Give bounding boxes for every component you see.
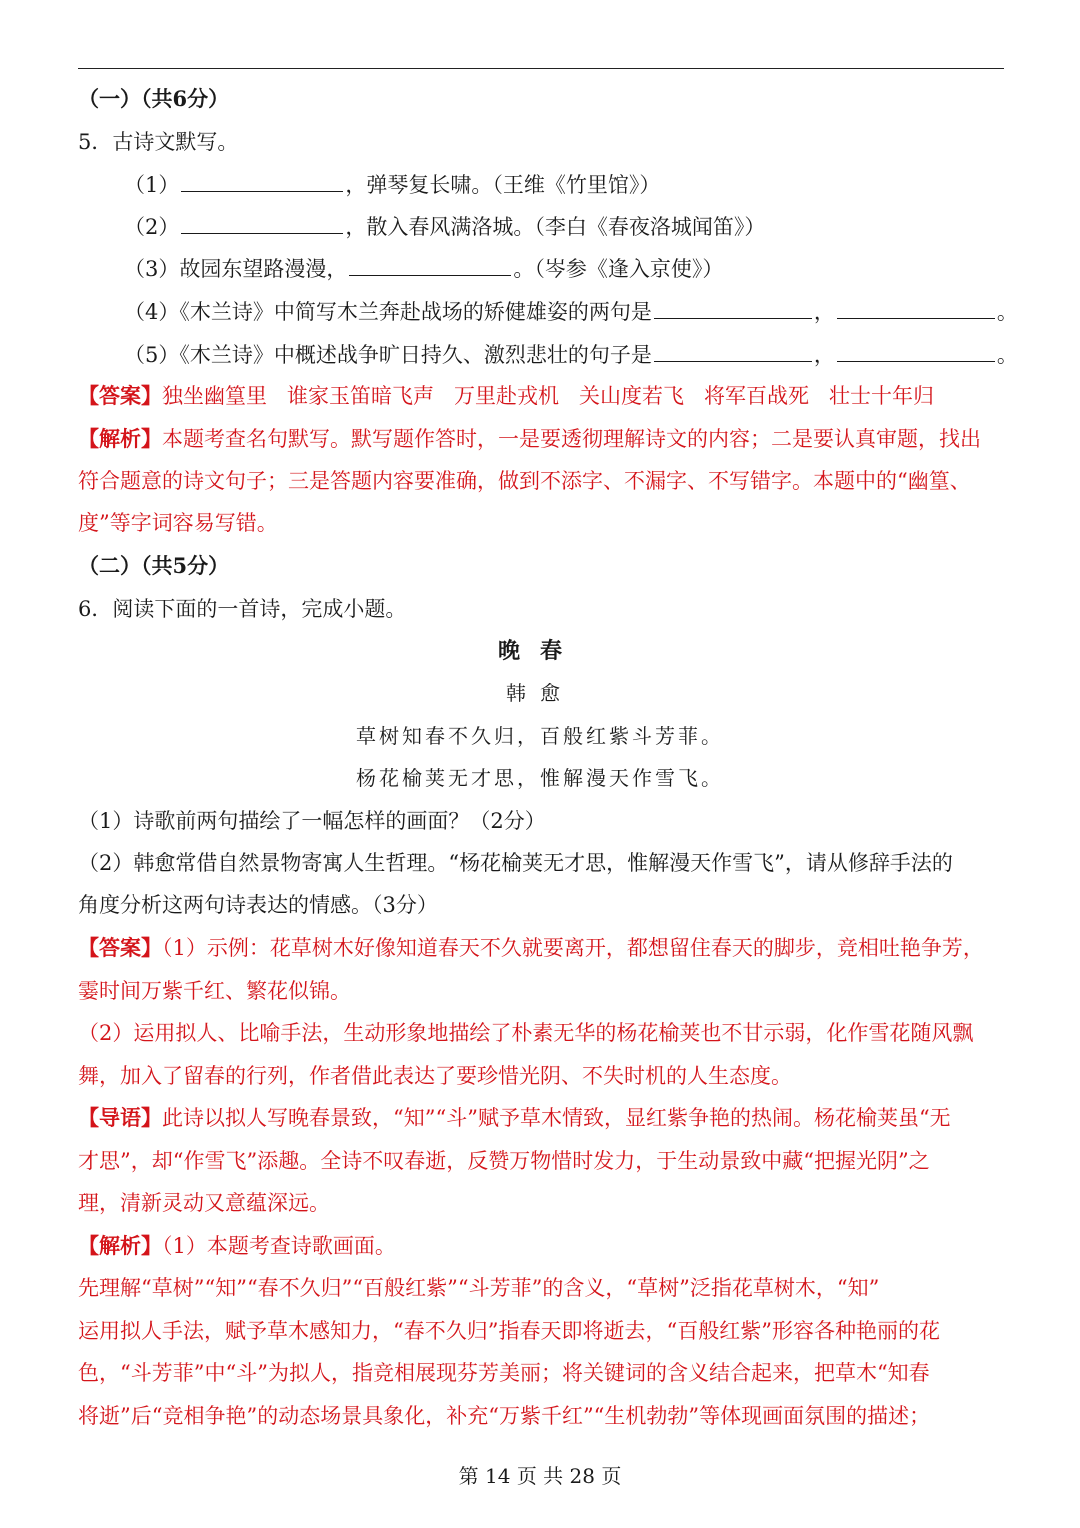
answer-blank[interactable] bbox=[654, 296, 812, 319]
analysis-tag: 【解析】 bbox=[78, 1233, 162, 1258]
q6-stem: 6．阅读下面的一首诗，完成小题。 bbox=[78, 597, 407, 621]
q5-stem: 5．古诗文默写。 bbox=[78, 130, 239, 154]
q5-analysis-line: 符合题意的诗文句子；三是答题内容要准确，做到不添字、不漏字、不写错字。本题中的“幽篁、 bbox=[78, 469, 971, 493]
q5-analysis bbox=[78, 424, 1004, 454]
item-number: （2） bbox=[124, 215, 180, 239]
poem-line: 草树知春不久归，百般红紫斗芳菲。 bbox=[356, 724, 724, 748]
q5-answer bbox=[78, 381, 1004, 411]
item-text: ，弹琴复长啸。（王维《竹里馆》） bbox=[345, 173, 661, 197]
q5-analysis-line: 度”等字词容易写错。 bbox=[78, 511, 278, 535]
answer-blank[interactable] bbox=[837, 339, 995, 362]
guide-tag: 【导语】 bbox=[78, 1105, 162, 1130]
q6-sub2: （2）韩愈常借自然景物寄寓人生哲理。“杨花榆荚无才思，惟解漫天作雪飞”，请从修辞手法的 bbox=[78, 851, 953, 875]
q6-analysis-line: 先理解“草树”“知”“春不久归”“百般红紫”“斗芳菲”的含义，“草树”泛指花草树木，“知” bbox=[78, 1276, 880, 1300]
item-text: 。 bbox=[996, 300, 1018, 324]
q6-sub2-cont: 角度分析这两句诗表达的情感。（3分） bbox=[78, 893, 438, 917]
q6-guide bbox=[78, 1103, 1004, 1133]
q5-item-4 bbox=[124, 296, 1018, 327]
q6-analysis-line: 色，“斗芳菲”中“斗”为拟人，指竞相展现芬芳美丽；将关键词的含义结合起来，把草木“知春 bbox=[78, 1361, 930, 1385]
answer-text: 壮士十年归 bbox=[829, 384, 934, 408]
poem-title: 晚春 bbox=[497, 638, 582, 664]
q6-sub1: （1）诗歌前两句描绘了一幅怎样的画面？（2分） bbox=[78, 809, 546, 833]
q6-answer-line: （2）运用拟人、比喻手法，生动形象地描绘了朴素无华的杨花榆荚也不甘示弱，化作雪花随风飘 bbox=[78, 1021, 974, 1045]
q6-guide-line: 才思”，却“作雪飞”添趣。全诗不叹春逝，反赞万物惜时发力，于生动景致中藏“把握光阴”之 bbox=[78, 1149, 930, 1173]
answer-text: 万里赴戎机 bbox=[454, 384, 559, 408]
poem-line: 杨花榆荚无才思，惟解漫天作雪飞。 bbox=[356, 766, 724, 790]
q6-guide-line: 理，清新灵动又意蕴深远。 bbox=[78, 1191, 330, 1215]
item-text: ， bbox=[813, 343, 835, 367]
section2-title: （二）（共5分） bbox=[78, 553, 230, 578]
poem-author: 韩愈 bbox=[506, 681, 574, 705]
item-text: ， bbox=[813, 300, 835, 324]
item-number: （3） bbox=[124, 257, 180, 281]
analysis-text: 本题考查名句默写。默写题作答时，一是要透彻理解诗文的内容；二是要认真审题，找出 bbox=[162, 427, 981, 451]
answer-text: 谁家玉笛暗飞声 bbox=[287, 384, 434, 408]
q5-item-2 bbox=[124, 211, 1004, 242]
answer-blank[interactable] bbox=[181, 169, 343, 192]
q5-item-1 bbox=[124, 169, 1004, 200]
item-text: 故园东望路漫漫， bbox=[179, 257, 348, 281]
q6-answer-line: 霎时间万紫千红、繁花似锦。 bbox=[78, 979, 351, 1003]
item-text: 。 bbox=[996, 343, 1018, 367]
section1-title: （一）（共6分） bbox=[78, 86, 230, 111]
answer-tag: 【答案】 bbox=[78, 935, 162, 960]
analysis-text: （1）本题考查诗歌画面。 bbox=[162, 1234, 396, 1258]
q6-analysis bbox=[78, 1231, 1004, 1261]
q6-answer-line: 舞，加入了留春的行列，作者借此表达了要珍惜光阴、不失时机的人生态度。 bbox=[78, 1064, 792, 1088]
item-number: （4） bbox=[124, 300, 180, 324]
q5-item-5 bbox=[124, 339, 1018, 370]
answer-tag: 【答案】 bbox=[78, 383, 162, 408]
item-text: ，散入春风满洛城。（李白《春夜洛城闻笛》） bbox=[345, 215, 766, 239]
guide-text: 此诗以拟人写晚春景致，“知”“斗”赋予草木情致，显红紫争艳的热闹。杨花榆荚虽“无 bbox=[162, 1106, 951, 1130]
q5-item-3 bbox=[124, 253, 1004, 284]
q6-analysis-line: 将逝”后“竞相争艳”的动态场景具象化，补充“万紫千红”“生机勃勃”等体现画面氛围的描述； bbox=[78, 1404, 931, 1428]
analysis-tag: 【解析】 bbox=[78, 426, 162, 451]
item-text: 《木兰诗》中简写木兰奔赴战场的矫健雄姿的两句是 bbox=[179, 300, 652, 324]
page-footer: 第 14 页 共 28 页 bbox=[458, 1464, 622, 1488]
answer-text: 独坐幽篁里 bbox=[162, 384, 267, 408]
item-number: （1） bbox=[124, 173, 180, 197]
header-rule bbox=[78, 68, 1004, 69]
answer-blank[interactable] bbox=[837, 296, 995, 319]
item-text: 。（岑参《逢入京使》） bbox=[513, 257, 724, 281]
answer-text: 关山度若飞 bbox=[579, 384, 684, 408]
answer-blank[interactable] bbox=[181, 211, 343, 234]
item-number: （5） bbox=[124, 343, 180, 367]
answer-text: （1）示例：花草树木好像知道春天不久就要离开，都想留住春天的脚步，竞相吐艳争芳， bbox=[162, 936, 984, 960]
q6-analysis-line: 运用拟人手法，赋予草木感知力，“春不久归”指春天即将逝去，“百般红紫”形容各种艳丽的花 bbox=[78, 1319, 940, 1343]
answer-blank[interactable] bbox=[654, 339, 812, 362]
answer-blank[interactable] bbox=[349, 253, 511, 276]
item-text: 《木兰诗》中概述战争旷日持久、激烈悲壮的句子是 bbox=[179, 343, 652, 367]
q6-answer bbox=[78, 933, 1004, 963]
answer-text: 将军百战死 bbox=[704, 384, 809, 408]
